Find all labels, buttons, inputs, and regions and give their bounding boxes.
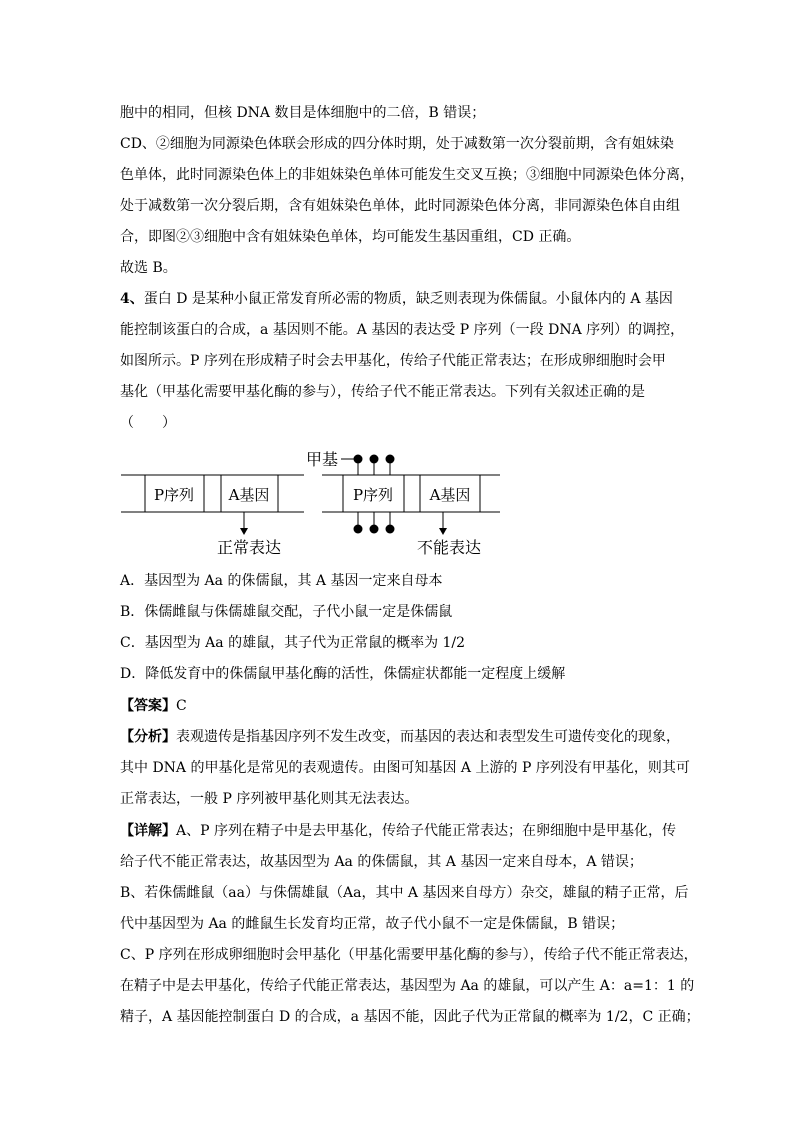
methyl-group-icon <box>370 455 379 464</box>
text-line: CD、②细胞为同源染色体联会形成的四分体时期，处于减数第一次分裂前期，含有姐妹染 <box>120 136 674 152</box>
detail-line: 给子代不能正常表达，故基因型为 Aa 的侏儒鼠，其 A 基因一定来自母本，A 错误； <box>120 854 643 870</box>
a-gene-label-right: A基因 <box>429 486 471 504</box>
detail-line: B、若侏儒雌鼠（aa）与侏儒雄鼠（Aa，其中 A 基因来自母方）杂交，雄鼠的精子正常，后 <box>120 885 689 901</box>
question-stem-line: 如图所示。P 序列在形成精子时会去甲基化，传给子代能正常表达；在形成卵细胞时会甲 <box>120 353 666 369</box>
methyl-group-icon <box>386 525 395 534</box>
answer-line <box>120 696 680 716</box>
methylation-diagram <box>118 442 508 560</box>
right-dna-segment <box>306 450 500 557</box>
text-line: 处于减数第一次分裂后期，含有姐妹染色单体，此时同源染色体分离，非同源染色体自由组 <box>120 198 680 214</box>
question-number: 4、 <box>120 291 144 307</box>
option-a: A．基因型为 Aa 的侏儒鼠，其 A 基因一定来自母本 <box>120 573 443 589</box>
question-bracket: （ ） <box>120 415 176 431</box>
detail-line: 代中基因型为 Aa 的雌鼠生长发育均正常，故子代小鼠不一定是侏儒鼠，B 错误； <box>120 916 625 932</box>
detail-line: 【详解】A、P 序列在精子中是去甲基化，传给子代能正常表达；在卵细胞中是甲基化，传 <box>120 823 676 839</box>
analysis-line: 【分析】表观遗传是指基因序列不发生改变，而基因的表达和表型发生可遗传变化的现象， <box>120 729 680 745</box>
a-gene-label-left: A基因 <box>228 486 270 504</box>
p-sequence-label-right: P序列 <box>352 486 394 504</box>
text-line: 故选 B。 <box>120 260 177 276</box>
option-b: B．侏儒雌鼠与侏儒雄鼠交配，子代小鼠一定是侏儒鼠 <box>120 604 453 620</box>
normal-expression-caption: 正常表达 <box>216 538 282 557</box>
analysis-line: 其中 DNA 的甲基化是常见的表观遗传。由图可知基因 A 上游的 P 序列没有甲基化，则其可 <box>120 760 690 776</box>
option-d: D．降低发育中的侏儒鼠甲基化酶的活性，侏儒症状都能一定程度上缓解 <box>120 666 566 682</box>
detail-line: 在精子中是去甲基化，传给子代能正常表达，基因型为 Aa 的雄鼠，可以产生 A：a=1：1 的 <box>120 978 695 994</box>
left-dna-segment <box>121 475 304 557</box>
detail-line: 精子，A 基因能控制蛋白 D 的合成，a 基因不能，因此子代为正常鼠的概率为 1/2，C 正确； <box>120 1009 700 1025</box>
methyl-label: 甲基 <box>306 450 339 469</box>
analysis-tag: 【分析】 <box>120 729 176 745</box>
methyl-group-icon <box>386 455 395 464</box>
text-line: 胞中的相同，但核 DNA 数目是体细胞中的二倍，B 错误； <box>120 105 486 121</box>
answer-value: C <box>176 698 187 714</box>
p-sequence-label-left: P序列 <box>153 486 195 504</box>
arrow-down-icon <box>439 528 447 535</box>
answer-tag: 【答案】 <box>120 698 176 714</box>
text-line: 合，即图②③细胞中含有姐妹染色单体，均可能发生基因重组，CD 正确。 <box>120 229 581 245</box>
methyl-group-icon <box>370 525 379 534</box>
question-stem-line: 基化（甲基化需要甲基化酶的参与），传给子代不能正常表达。下列有关叙述正确的是 <box>120 384 645 400</box>
analysis-line: 正常表达，一般 P 序列被甲基化则其无法表达。 <box>120 791 419 807</box>
question-stem-line: 4、蛋白 D 是某种小鼠正常发育所必需的物质，缺乏则表现为侏儒鼠。小鼠体内的 A 基因 <box>120 291 673 307</box>
text-line: 色单体，此时同源染色体上的非姐妹染色单体可能发生交叉互换；③细胞中同源染色体分离， <box>120 167 694 183</box>
arrow-down-icon <box>240 528 248 535</box>
methyl-group-icon <box>354 455 363 464</box>
methyl-group-icon <box>354 525 363 534</box>
option-c: C．基因型为 Aa 的雄鼠，其子代为正常鼠的概率为 1/2 <box>120 635 466 651</box>
question-stem-line: 能控制该蛋白的合成，a 基因则不能。A 基因的表达受 P 序列（一段 DNA 序列）的调控， <box>120 322 685 338</box>
detail-line: C、P 序列在形成卵细胞时会甲基化（甲基化需要甲基化酶的参与），传给子代不能正常表达， <box>120 947 698 963</box>
detail-tag: 【详解】 <box>120 823 176 839</box>
no-expression-caption: 不能表达 <box>416 538 482 557</box>
